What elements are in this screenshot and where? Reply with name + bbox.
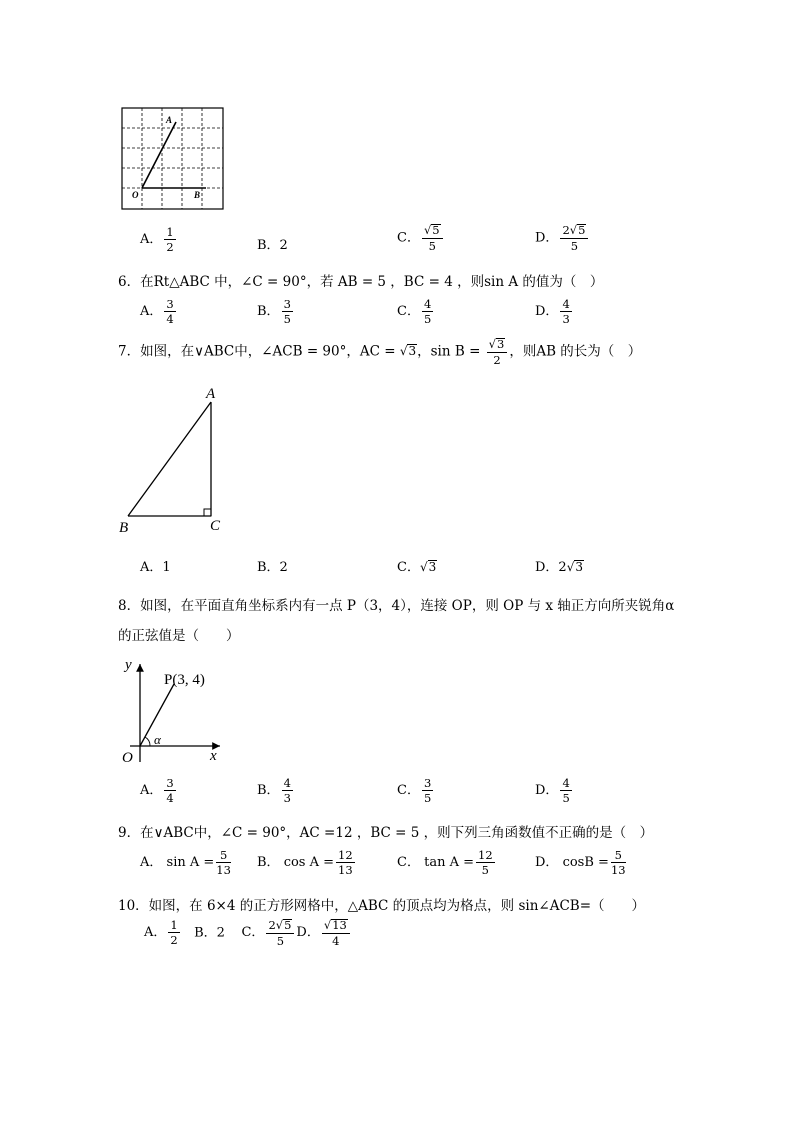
q8-label-y: y: [125, 657, 132, 673]
q7-label-a: A: [206, 386, 216, 402]
q6-option-c[interactable]: C． $\frac{4}{5}$: [397, 297, 432, 327]
q10-option-b[interactable]: B．2: [194, 925, 225, 941]
q9-option-b[interactable]: B． cos A = $\frac{12}{13}$: [257, 848, 353, 878]
q6-option-a[interactable]: A． $\frac{3}{4}$: [140, 297, 174, 327]
q8-label-p: P(3, 4): [164, 672, 205, 688]
q5-label-o: O: [132, 190, 139, 200]
q10-options: [144, 919, 352, 947]
q7-triangle-figure: [114, 382, 234, 538]
q5-label-a: A: [166, 115, 173, 125]
q7-stem: 7．如图，在∨ABC中，∠ACB = 90°，AC = √3，sin B = $\frac{√3}{2}$ ，则AB 的长为（ ）: [118, 337, 642, 367]
q8-option-d[interactable]: D． $\frac{4}{5}$: [535, 776, 570, 806]
q9-stem: 9．在∨ABC中，∠C = 90°，AC =12 ，BC = 5 ，则下列三角函数值不正确的是（ ）: [118, 825, 654, 841]
q8-stem-line2: 的正弦值是（ ）: [118, 628, 240, 644]
q8-stem-line1: 8．如图，在平面直角坐标系内有一点 P（3，4），连接 OP，则 OP 与 x 轴正方向所夹锐角α: [118, 598, 675, 614]
q9-option-a[interactable]: A． sin A = $\frac{5}{13}$: [140, 848, 231, 878]
q7-option-b[interactable]: B．2: [257, 560, 288, 575]
q8-label-o: O: [122, 750, 133, 766]
q5-option-d[interactable]: D． $\frac{2√5}{5}$: [535, 224, 590, 252]
q10-option-d[interactable]: D． $\frac{√13}{4}$: [296, 925, 351, 940]
q6-option-b[interactable]: B． $\frac{3}{5}$: [257, 297, 291, 327]
q9-option-c[interactable]: C． tan A = $\frac{12}{5}$: [397, 848, 493, 878]
q5-option-c[interactable]: C． $\frac{√5}{5}$: [397, 224, 445, 252]
q5-option-b[interactable]: B．2: [257, 238, 288, 253]
q7-option-d[interactable]: D．2√3: [535, 560, 583, 575]
q8-label-alpha: α: [154, 732, 161, 747]
q5-option-a[interactable]: A． $\frac{1}{2}$: [140, 225, 174, 255]
q5-label-b: B: [194, 190, 201, 200]
q8-option-b[interactable]: B． $\frac{4}{3}$: [257, 776, 291, 806]
q8-option-a[interactable]: A． $\frac{3}{4}$: [140, 776, 174, 806]
q8-coordinate-figure: [116, 652, 236, 768]
q6-stem: 6．在Rt△ABC 中，∠C = 90°，若 AB = 5 ，BC = 4 ，则sin A 的值为（ ）: [118, 274, 604, 290]
q7-label-b: B: [119, 520, 129, 536]
q8-label-x: x: [210, 748, 217, 764]
q5-grid-figure: [120, 106, 226, 212]
q9-option-d[interactable]: D． cosB = $\frac{5}{13}$: [535, 848, 626, 878]
q6-option-d[interactable]: D． $\frac{4}{3}$: [535, 297, 570, 327]
q7-label-c: C: [210, 518, 221, 534]
q8-option-c[interactable]: C． $\frac{3}{5}$: [397, 776, 432, 806]
q10-stem: 10．如图，在 6×4 的正方形网格中，△ABC 的顶点均为格点，则 sin∠ACB=（ ）: [118, 898, 646, 914]
q10-option-c[interactable]: C． $\frac{2√5}{5}$: [241, 925, 296, 940]
q7-option-c[interactable]: C．√3: [397, 560, 437, 575]
q10-option-a[interactable]: A． $\frac{1}{2}$: [144, 918, 178, 948]
q7-option-a[interactable]: A．1: [140, 560, 171, 575]
